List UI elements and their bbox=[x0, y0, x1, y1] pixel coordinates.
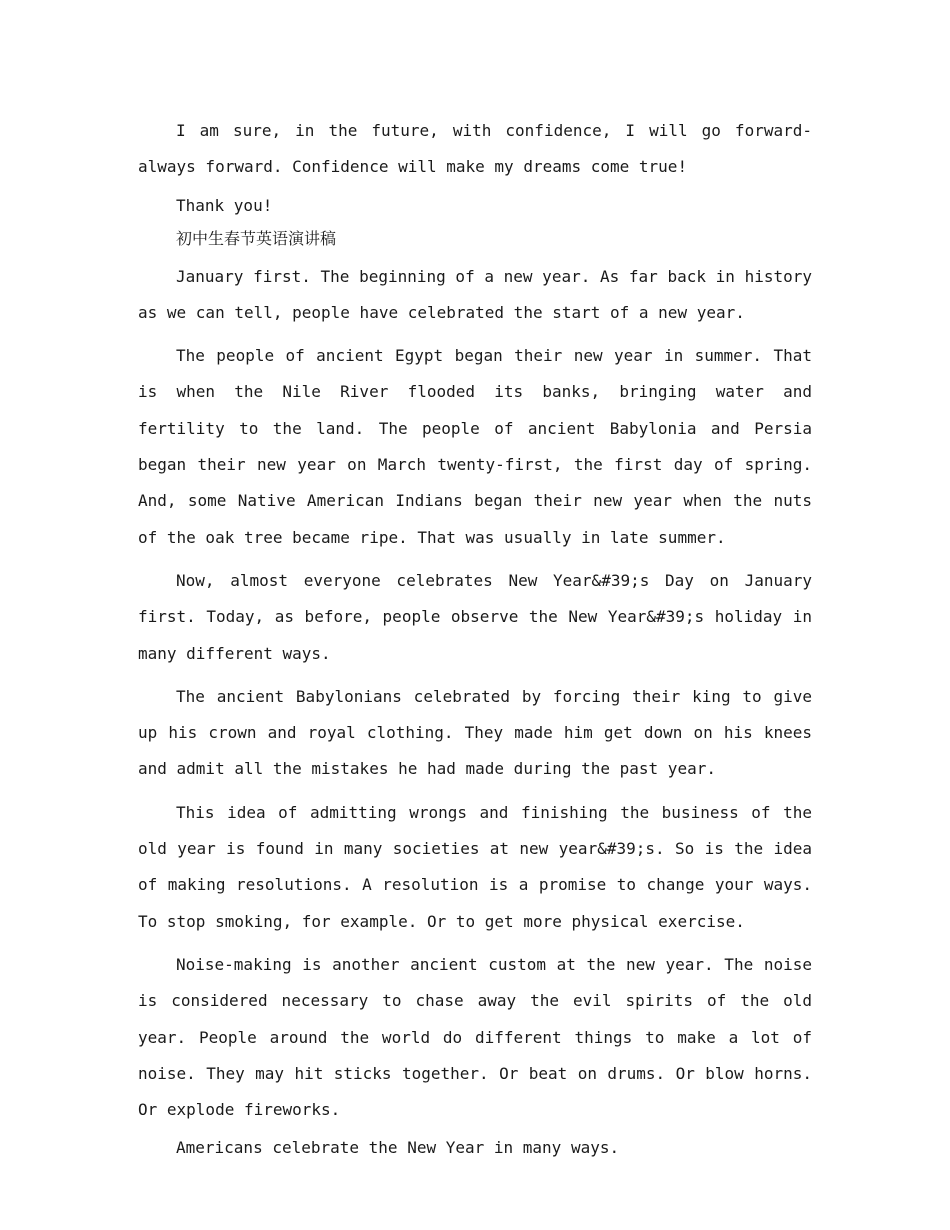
paragraph-thank-you: Thank you! bbox=[176, 195, 273, 215]
paragraph-confidence: I am sure, in the future, with confidence, I will go forward-always forward. Confidence will make my dreams come true! bbox=[138, 121, 812, 177]
paragraph-noise-making: Noise-making is another ancient custom at the new year. The noise is considered necessary to chase away the evil spirits of the old year. People around the world do different things to make a lot of noise. They may hit sticks together. Or beat on drums. Or blow horns. Or explode fireworks. bbox=[138, 954, 812, 1120]
paragraph-january-first: January first. The beginning of a new year. As far back in history as we can tell, people have celebrated the start of a new year. bbox=[138, 266, 812, 322]
paragraph-americans: Americans celebrate the New Year in many ways. bbox=[176, 1138, 620, 1158]
section-heading: 初中生春节英语演讲稿 bbox=[176, 228, 337, 248]
paragraph-ancient-egypt: The people of ancient Egypt began their new year in summer. That is when the Nile River flooded its banks, bringing water and fertility to the land. The people of ancient Babylonia and Persia began their new year on March twenty-first, the first day of spring. And, some Native American Indians began their new year when the nuts of the oak tree became ripe. That was usually in late summer. bbox=[138, 346, 812, 547]
paragraph-new-years-day: Now, almost everyone celebrates New Year&#39;s Day on January first. Today, as before, people observe the New Year&#39;s holiday in many different ways. bbox=[138, 570, 812, 663]
paragraph-babylonians: The ancient Babylonians celebrated by forcing their king to give up his crown and royal clothing. They made him get down on his knees and admit all the mistakes he had made during the past year. bbox=[138, 686, 812, 779]
document-page bbox=[138, 113, 812, 1168]
paragraph-resolutions: This idea of admitting wrongs and finishing the business of the old year is found in many societies at new year&#39;s. So is the idea of making resolutions. A resolution is a promise to change your ways. To stop smoking, for example. Or to get more physical exercise. bbox=[138, 802, 812, 931]
